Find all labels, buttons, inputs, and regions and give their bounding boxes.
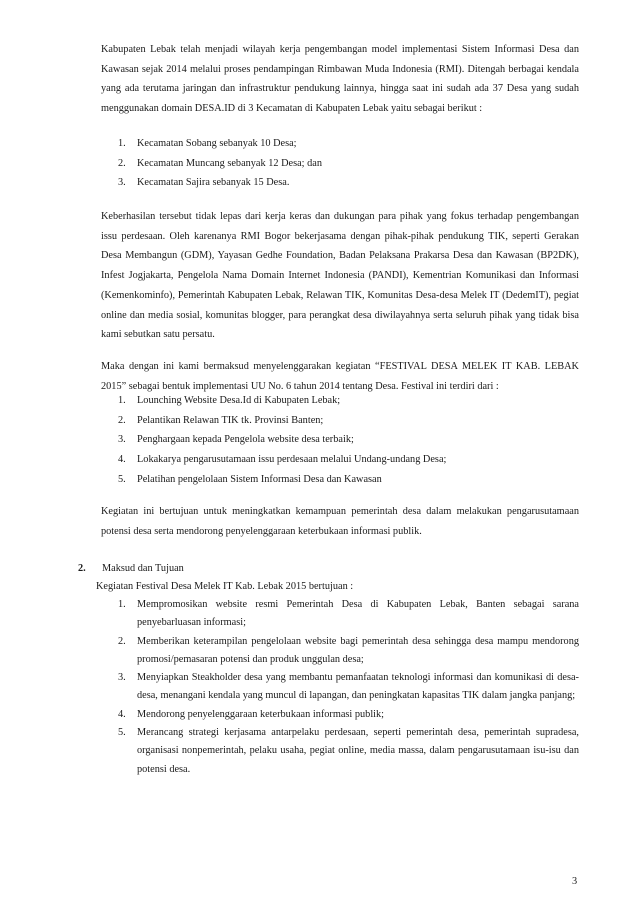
section-title: Maksud dan Tujuan (102, 563, 184, 574)
list-item: 3. Menyiapkan Steakholder desa yang membantu pemanfaatan teknologi informasi dan komunikasi di desa-desa, menangani kendala yang muncul di lapangan, dan peningkatan kapasitas TIK dalam jangka panjang; (118, 672, 579, 702)
page-number: 3 (572, 876, 578, 887)
section-heading (78, 560, 184, 578)
paragraph-tujuan-kegiatan: Kegiatan ini bertujuan untuk meningkatkan kemampuan pemerintah desa dalam melakukan pengarusutamaan potensi desa serta mendorong penyelenggaraan keterbukaan informasi publik. (101, 506, 579, 537)
list-item: 2. Kecamatan Muncang sebanyak 12 Desa; dan (118, 157, 322, 169)
paragraph-festival: Maka dengan ini kami bermaksud menyelenggarakan kegiatan “FESTIVAL DESA MELEK IT KAB. LEBAK 2015” sebagai bentuk implementasi UU No. 6 tahun 2014 tentang Desa. Festival ini terdiri dari : (101, 361, 579, 392)
list-festival (101, 391, 579, 490)
section-number: 2. (78, 563, 86, 574)
list-item: 5. Pelatihan pengelolaan Sistem Informasi Desa dan Kawasan (118, 473, 382, 485)
list-item: 3. Penghargaan kepada Pengelola website desa terbaik; (118, 434, 354, 446)
list-kecamatan (101, 134, 579, 193)
list-item: 3. Kecamatan Sajira sebanyak 15 Desa. (118, 177, 290, 189)
paragraph-keberhasilan: Keberhasilan tersebut tidak lepas dari kerja keras dan dukungan para pihak yang fokus terhadap pengembangan issu perdesaan. Oleh karenanya RMI Bogor bekerjasama dengan pihak-pihak pendukung TIK, seperti Gerakan Desa Membangun (GDM), Yayasan Gedhe Foundation, Badan Pelaksana Prakarsa Desa dan Kawasan (BP2DK), Infest Jogjakarta, Pengelola Nama Domain Internet Indonesia (PANDI), Kementrian Komunikasi dan Informasi (Kemenkominfo), Pemerintah Kabupaten Lebak, Relawan TIK, Komunitas Desa-desa Melek IT (DedemIT), pegiat online dan media sosial, komunitas blogger, para perangkat desa diwilayahnya serta seluruh pihak yang tidak bisa kami sebutkan satu persatu. (101, 211, 579, 341)
list-item: 4. Lokakarya pengarusutamaan issu perdesaan melalui Undang-undang Desa; (118, 454, 447, 466)
list-item: 1. Mempromosikan website resmi Pemerintah Desa di Kabupaten Lebak, Banten sebagai sarana penyebarluasan informasi; (118, 599, 579, 629)
list-item: 1. Kecamatan Sobang sebanyak 10 Desa; (118, 138, 297, 149)
list-tujuan (101, 596, 579, 779)
list-item: 1. Lounching Website Desa.Id di Kabupaten Lebak; (118, 395, 341, 406)
section-intro: Kegiatan Festival Desa Melek IT Kab. Lebak 2015 bertujuan : (96, 581, 354, 592)
paragraph-intro: Kabupaten Lebak telah menjadi wilayah kerja pengembangan model implementasi Sistem Informasi Desa dan Kawasan sejak 2014 melalui proses pendampingan Rimbawan Muda Indonesia (RMI). Ditengah berbagai kendala yang ada terutama jaringan dan infrastruktur pendukung lainnya, hingga saat ini sudah ada 37 Desa yang sudah menggunakan domain DESA.ID di 3 Kecamatan di Kabupaten Lebak yaitu sebagai berikut : (101, 44, 579, 115)
list-item: 2. Pelantikan Relawan TIK tk. Provinsi Banten; (118, 414, 324, 426)
list-item: 2. Memberikan keterampilan pengelolaan website bagi pemerintah desa sehingga desa mampu mendorong promosi/pemasaran potensi dan produk unggulan desa; (118, 635, 579, 665)
list-item: 5. Merancang strategi kerjasama antarpelaku perdesaan, seperti pemerintah desa, pemerintah supradesa, organisasi nonpemerintah, pelaku usaha, pegiat online, media massa, dalam pengarusutamaan isu-isu dan potensi desa. (118, 727, 579, 775)
list-item: 4. Mendorong penyelenggaraan keterbukaan informasi publik; (118, 708, 385, 720)
